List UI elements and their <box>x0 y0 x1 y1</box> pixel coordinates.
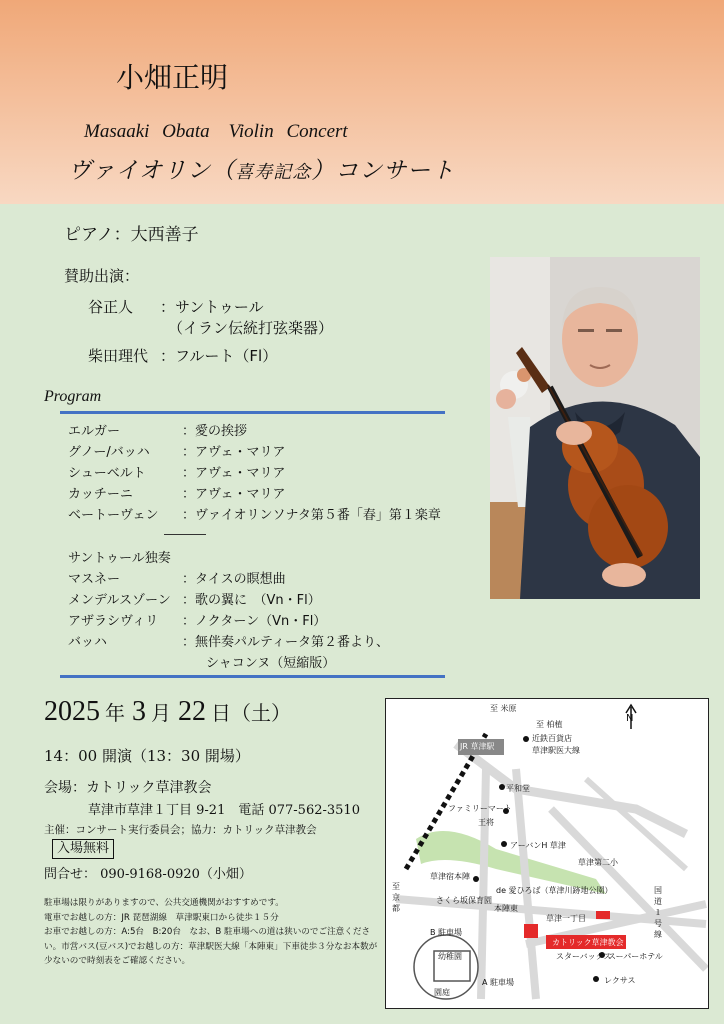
support-note-1: （イラン伝統打弦楽器） <box>168 319 334 337</box>
program-composer: グノー/バッハ <box>68 445 150 460</box>
program-composer: メンデルスゾーン <box>68 593 171 608</box>
program-composer: バッハ <box>68 635 108 650</box>
program-piece: ：歌の翼に （Vn・Fl） <box>182 593 321 608</box>
piano-credit: ピアノ：大西善子 <box>64 225 199 245</box>
performer-name: 小畑正明 <box>116 61 229 94</box>
venue: 会場：カトリック草津教会 <box>44 780 212 796</box>
map-label-kindergarten: 幼稚園 <box>438 952 462 961</box>
map-label-busline: 草津駅医大線 <box>532 746 580 755</box>
map-label-parking-b: B 駐車場 <box>430 928 463 937</box>
concert-time: 14：00 開演（13：30 開場） <box>44 747 250 765</box>
violinist-photo <box>490 257 700 599</box>
support-role-1: ：サントゥール <box>160 298 264 316</box>
map-label-route1: 国道１号線 <box>654 886 662 939</box>
map-label-station: JR 草津駅 <box>460 742 495 751</box>
map-label-sakura: さくら坂保育園 <box>436 896 492 905</box>
map-label-heiwado: 平和堂 <box>506 784 530 793</box>
map-label-superhotel: スーパーホテル <box>608 952 663 961</box>
program-piece: ：愛の挨拶 <box>182 424 248 439</box>
program-piece: ：アヴェ・マリア <box>182 466 286 481</box>
map-label-itchome: 草津一丁目 <box>546 914 586 923</box>
program-composer: ベートーヴェン <box>68 508 159 523</box>
program-piece: ：アヴェ・マリア <box>182 445 286 460</box>
map-label-urban: アーバンH 草津 <box>510 841 566 850</box>
program-top-rule <box>60 411 445 414</box>
map-label-kyoto: 至 京都 <box>392 882 400 913</box>
access-notes <box>44 896 380 969</box>
map-label-honjinhigashi: 本陣東 <box>494 904 518 913</box>
map-label-lexus: レクサス <box>604 976 636 985</box>
solo-heading: サントゥール独奏 <box>68 551 171 566</box>
program-composer: カッチーニ <box>68 487 133 502</box>
map-label-de-hiroba: de 愛ひろば（草津川跡地公園） <box>496 886 613 895</box>
map-label-honjin: 草津宿本陣 <box>430 872 470 881</box>
map-label-school: 草津第二小 <box>578 858 618 867</box>
admission-badge: 入場無料 <box>52 839 114 859</box>
map-label-familymart: ファミリーマート <box>448 804 512 813</box>
venue-address: 草津市草津１丁目 9-21 電話 077-562-3510 <box>88 803 360 818</box>
note-line: 電車でお越しの方：JR 琵琶湖線 草津駅東口から徒歩１５分 <box>44 912 279 923</box>
note-line: お車でお越しの方：A:5台 B:20台 なお、B 駐車場への道は狭いのでご注意ください。市営バス(豆バス)でお越しの方：草津駅医大線「本陣東」下車徒歩３分なお本数が少ないので時刻表をご確認ください。 <box>44 927 378 967</box>
map-label-kintetsu: 近鉄百貨店 <box>532 734 572 743</box>
map-label-maibara: 至 米原 <box>490 704 517 713</box>
access-map <box>385 698 709 1009</box>
concert-date: 2025 年 3 月 22 日（土） <box>44 696 291 727</box>
program-heading: Program <box>44 388 102 405</box>
support-name-1: 谷正人 <box>88 298 134 316</box>
map-label-ohsho: 王将 <box>478 818 494 827</box>
map-label-garden: 園庭 <box>434 988 450 997</box>
contact: 問合せ： 090-9168-0920（小畑） <box>44 867 252 882</box>
program-piece: ：ノクターン（Vn・Fl） <box>182 614 327 629</box>
north-arrow-label: N <box>626 713 634 724</box>
program-piece: ：アヴェ・マリア <box>182 487 286 502</box>
map-label-church: カトリック草津教会 <box>552 938 624 947</box>
program-piece: ：無伴奏パルティータ第２番より、 <box>182 635 389 650</box>
program-composer: シューベルト <box>68 466 146 481</box>
section-divider <box>164 534 206 535</box>
english-title: Masaaki Obata Violin Concert <box>84 121 348 142</box>
support-label: 賛助出演： <box>64 267 140 285</box>
sponsor: 主催：コンサート実行委員会；協力：カトリック草津教会 <box>44 824 317 836</box>
program-piece-cont: シャコンヌ（短縮版） <box>206 656 336 671</box>
program-piece: ：ヴァイオリンソナタ第５番「春」第１楽章 <box>182 508 441 523</box>
map-label-kashiwagi: 至 柏植 <box>536 720 563 729</box>
program-bottom-rule <box>60 675 445 678</box>
map-label-starbucks: スターバックス <box>556 952 612 961</box>
program-composer: マスネー <box>68 572 121 587</box>
program-piece: ：タイスの瞑想曲 <box>182 572 286 587</box>
support-role-2: ：フルート（Fl） <box>160 347 278 365</box>
program-composer: エルガー <box>68 424 121 439</box>
japanese-title: ヴァイオリン（喜寿記念）コンサート <box>68 158 456 184</box>
support-name-2: 柴田理代 <box>88 347 149 365</box>
map-label-parking-a: A 駐車場 <box>482 978 515 987</box>
note-line: 駐車場は限りがありますので、公共交通機関がおすすめです。 <box>44 898 284 908</box>
program-composer: アザラシヴィリ <box>68 614 159 629</box>
